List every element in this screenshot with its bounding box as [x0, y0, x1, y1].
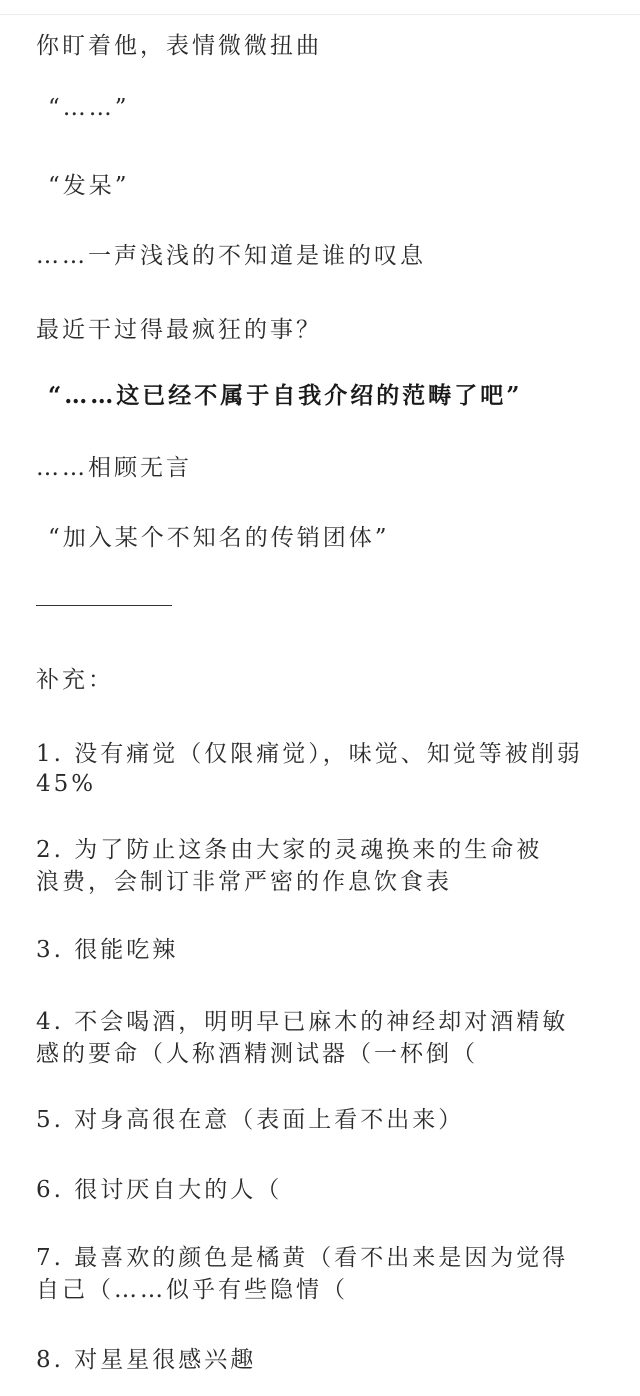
text-line-2: “……” — [48, 95, 130, 121]
supplement-heading: 补充： — [36, 667, 114, 693]
note-1-line-2: 45% — [36, 771, 97, 797]
text-line-8: “加入某个不知名的传销团体” — [48, 525, 390, 551]
note-2-line-1: 2. 为了防止这条由大家的灵魂换来的生命被 — [36, 837, 543, 863]
text-line-3: “发呆” — [48, 173, 130, 199]
text-line-1: 你盯着他，表情微微扭曲 — [36, 33, 322, 59]
text-line-7: ……相顾无言 — [36, 455, 192, 481]
note-4-line-1: 4. 不会喝酒，明明早已麻木的神经却对酒精敏 — [36, 1009, 569, 1035]
note-7-line-1: 7. 最喜欢的颜色是橘黄（看不出来是因为觉得 — [36, 1245, 569, 1271]
note-2-line-2: 浪费，会制订非常严密的作息饮食表 — [36, 869, 452, 895]
note-4-line-2: 感的要命（人称酒精测试器（一杯倒（ — [36, 1041, 478, 1067]
note-8: 8. 对星星很感兴趣 — [36, 1347, 257, 1373]
note-5: 5. 对身高很在意（表面上看不出来） — [36, 1107, 465, 1133]
note-3: 3. 很能吃辣 — [36, 937, 179, 963]
text-line-5: 最近干过得最疯狂的事？ — [36, 317, 322, 343]
note-6: 6. 很讨厌自大的人（ — [36, 1177, 283, 1203]
text-line-6: “……这已经不属于自我介绍的范畴了吧” — [48, 382, 523, 409]
text-line-4: ……一声浅浅的不知道是谁的叹息 — [36, 243, 426, 269]
note-7-line-2: 自己（……似乎有些隐情（ — [36, 1277, 348, 1303]
section-divider — [36, 605, 172, 606]
note-1-line-1: 1. 没有痛觉（仅限痛觉），味觉、知觉等被削弱 — [36, 741, 583, 767]
